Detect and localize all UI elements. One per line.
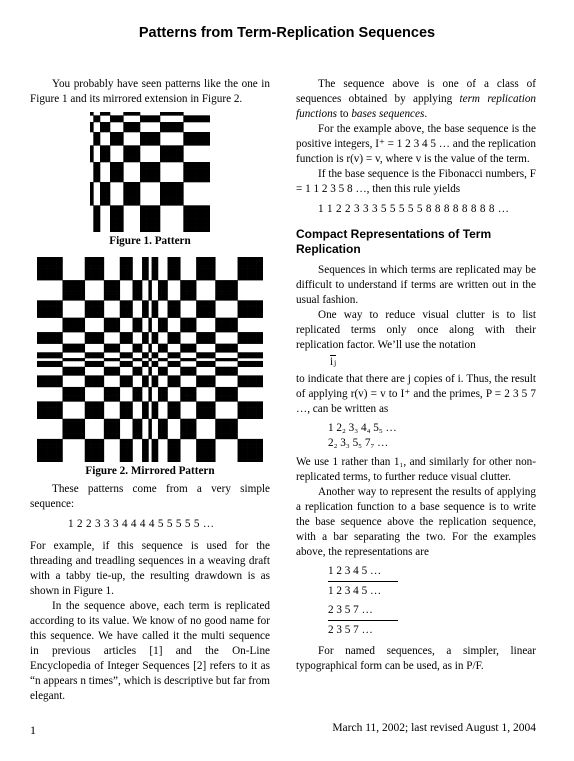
term-replication-functions: term replication functions: [296, 93, 537, 120]
right-paragraph-9: For named sequences, a simpler, linear typographical form can be used, as in P/F.: [296, 645, 536, 672]
bases-sequences: bases sequences: [351, 108, 425, 120]
replication-example-2: 2₂ 3₃ 5₅ 7₇ …: [328, 437, 389, 449]
right-paragraph-2: For the example above, the base sequence is the positive integers, I⁺ = 1 2 3 4 5 … and the replication function is r(v) = v, where v is the value of the term.: [296, 123, 536, 165]
section-heading: Compact Representations of Term Replication: [296, 227, 492, 256]
left-paragraph-4: In the sequence above, each term is replicated according to its value. We know of no good name for this sequence. We have called it the multi sequence in previous articles [1] and the On-Line Encyclopedia of Integer Sequences [2] refers to it as “n appears n times”, which is descriptive but far from elegant.: [30, 600, 270, 702]
fraction-representation-2: [328, 603, 398, 638]
right-paragraph-8: Another way to represent the results of applying a replication function to a base sequence is to write the base sequence above the replication sequence, with a bar separating the two. For the examples above, the representations are: [296, 486, 536, 558]
figure-1-pattern: [90, 112, 210, 232]
left-paragraph-3: For example, if this sequence is used for the threading and treadling sequences in a weaving draft with a tabby tie-up, the resulting drawdown is as shown in Figure 1.: [30, 540, 270, 597]
notation: [296, 355, 536, 370]
left-column: [30, 77, 270, 704]
figure-2-caption: Figure 2. Mirrored Pattern: [85, 465, 215, 477]
page-number: 1: [30, 723, 36, 737]
replication-example-1: 1 2₂ 3₃ 4₄ 5₅ …: [328, 422, 397, 434]
text: to: [337, 108, 352, 120]
right-paragraph-7: We use 1 rather than 1₁, and similarly for other non-replicated terms, to further reduce visual clutter.: [296, 456, 536, 483]
figure-1-caption: Figure 1. Pattern: [109, 235, 191, 247]
multi-sequence: 1 2 2 3 3 3 4 4 4 4 5 5 5 5 5 …: [68, 518, 215, 530]
fraction-2-top: 2 3 5 7 …: [328, 603, 398, 621]
text: .: [424, 108, 428, 120]
right-column: [296, 77, 536, 674]
fraction-2-bottom: 2 3 5 7 …: [328, 624, 373, 636]
right-paragraph-4: Sequences in which terms are replicated may be difficult to understand if terms are written out in the usual fashion.: [296, 264, 536, 306]
figure-2-mirrored-pattern: [37, 257, 263, 462]
right-paragraph-1: [296, 77, 536, 122]
fibonacci-replication-sequence: 1 1 2 2 3 3 3 5 5 5 5 5 8 8 8 8 8 8 8 8 …: [318, 203, 510, 215]
left-paragraph-2: These patterns come from a very simple sequence:: [30, 483, 270, 510]
right-paragraph-6: to indicate that there are j copies of i. Thus, the result of applying r(v) = v to I⁺ and the primes, P = 2 3 5 7 …, can be written as: [296, 373, 536, 415]
fraction-1-top: 1 2 3 4 5 …: [328, 564, 398, 582]
right-paragraph-5: One way to reduce visual clutter is to list replicated terms only once along with their replication factor. We’ll use the notation: [296, 309, 536, 351]
text: The sequence above is one of a class of sequences obtained by applying: [296, 78, 536, 105]
fraction-representation-1: [328, 564, 398, 599]
date-line: March 11, 2002; last revised August 1, 2004: [332, 722, 536, 734]
fraction-1-bottom: 1 2 3 4 5 …: [328, 585, 382, 597]
right-paragraph-3: If the base sequence is the Fibonacci numbers, F = 1 1 2 3 5 8 …, then this rule yields: [296, 168, 536, 195]
left-paragraph-1: You probably have seen patterns like the one in Figure 1 and its mirrored extension in Figure 2.: [30, 78, 270, 105]
page-title: Patterns from Term-Replication Sequences: [138, 25, 436, 41]
notation-symbol: iⱼ: [330, 356, 337, 368]
